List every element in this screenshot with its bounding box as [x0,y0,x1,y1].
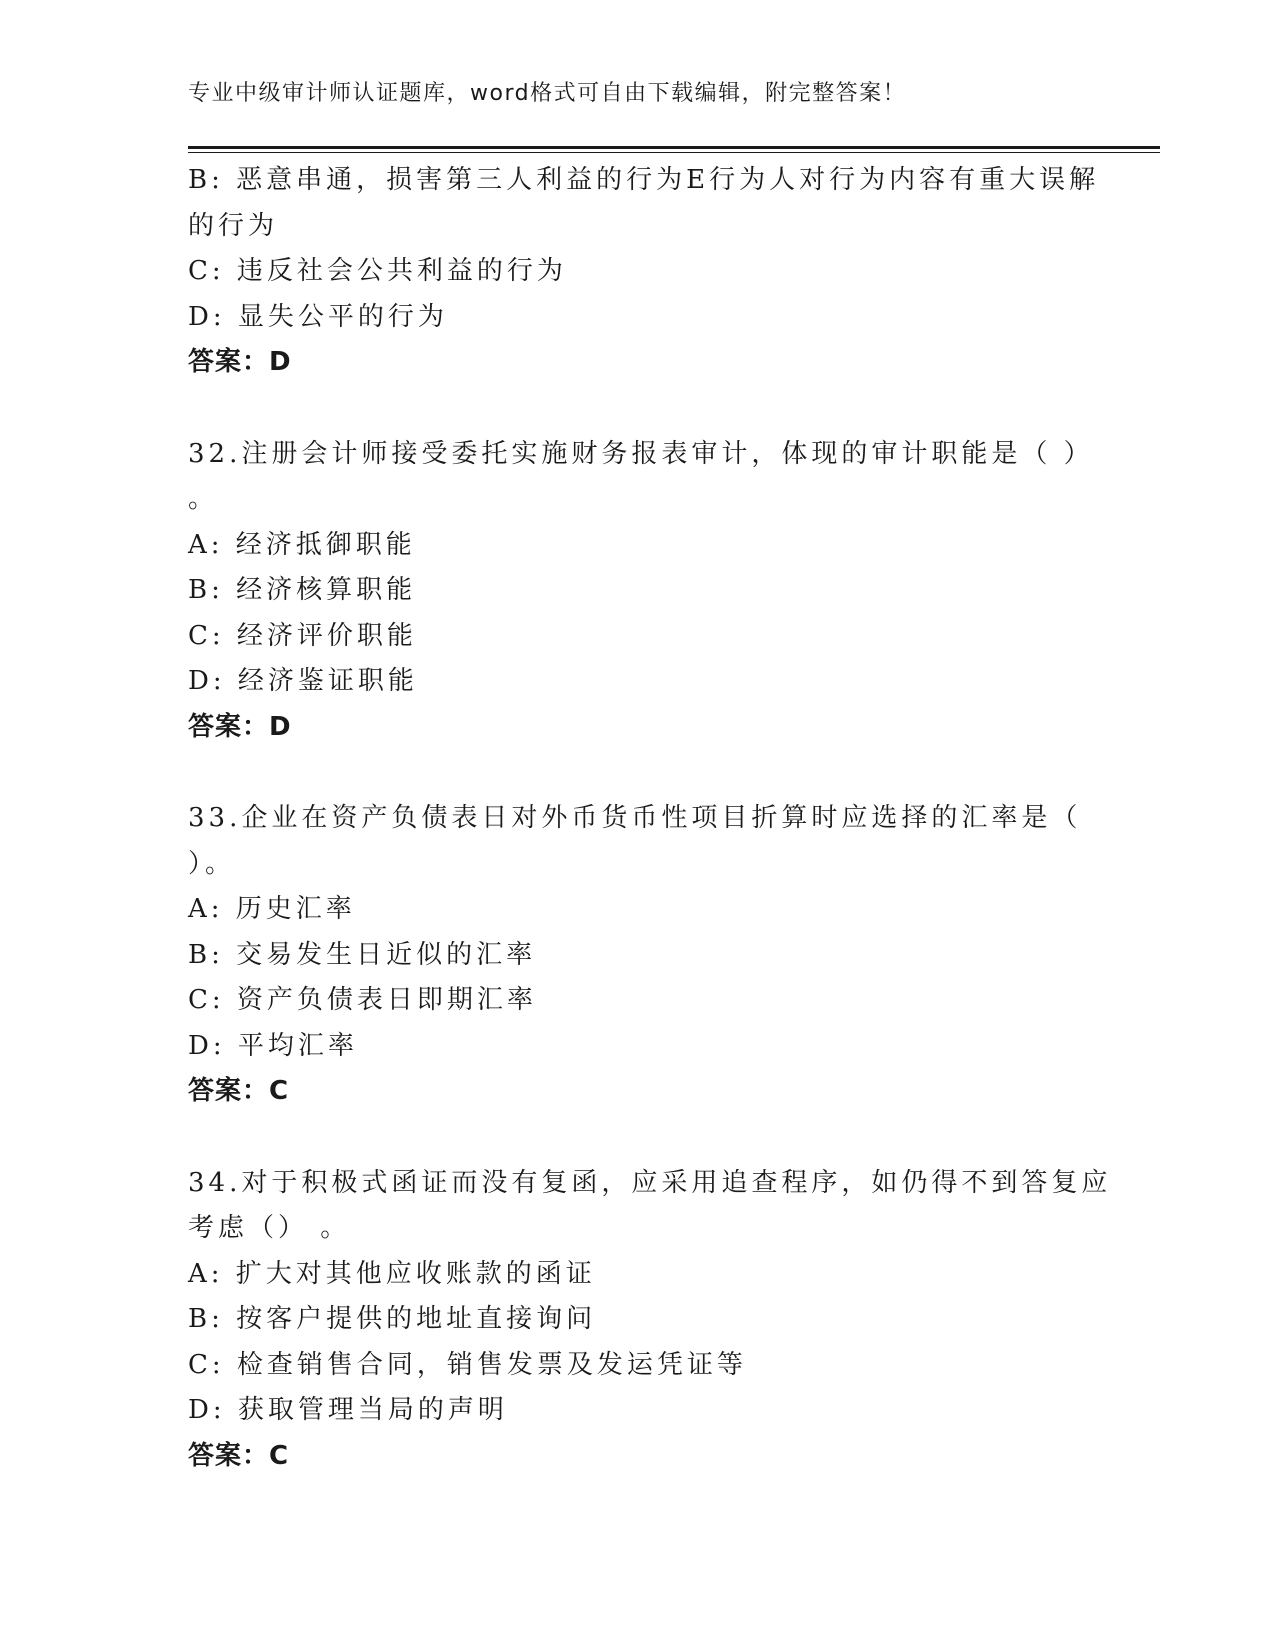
answer: 答案：D [188,711,292,742]
option-c: C: 资产负债表日即期汇率 [188,985,537,1015]
answer: 答案：C [188,1076,290,1106]
option-b-continued: 的行为 [188,210,279,241]
option-a: A: 历史汇率 [188,894,356,924]
option-d: D: 显失公平的行为 [188,301,448,332]
question-31 [188,158,1100,386]
option-d: D: 经济鉴证职能 [188,666,418,696]
option-d: D: 获取管理当局的声明 [188,1395,508,1425]
option-a: A: 经济抵御职能 [188,529,416,560]
question-stem-continued: 考虑（） 。 [188,1213,351,1243]
option-c: C: 检查销售合同，销售发票及发运凭证等 [188,1349,747,1380]
question-stem: 34.对于积极式函证而没有复函，应采用追查程序，如仍得不到答复应 [188,1167,1112,1198]
question-34 [188,1161,1112,1480]
answer: 答案：D [188,347,292,377]
answer: 答案：C [188,1440,290,1471]
option-c: C: 经济评价职能 [188,620,417,651]
spacer [188,750,1088,796]
question-33 [188,796,1088,1115]
question-stem-continued: ）。 [188,848,236,879]
header-rule-thick [188,146,1160,149]
header-rule-thin [188,152,1160,153]
option-d: D: 平均汇率 [188,1030,358,1061]
question-stem: 33.企业在资产负债表日对外币货币性项目折算时应选择的汇率是（ [188,803,1082,833]
spacer [188,386,1088,432]
option-a: A: 扩大对其他应收账款的函证 [188,1258,596,1289]
spacer [188,1115,1088,1161]
question-list [188,158,1112,1479]
option-b: B: 经济核算职能 [188,575,417,605]
option-b: B: 交易发生日近似的汇率 [188,939,537,970]
option-b: B: 恶意串通，损害第三人利益的行为E行为人对行为内容有重大误解 [188,165,1100,195]
option-b: B: 按客户提供的地址直接询问 [188,1304,597,1334]
page-header: 专业中级审计师认证题库，word格式可自由下载编辑，附完整答案！ [188,81,907,106]
question-32 [188,432,1094,751]
question-stem: 32.注册会计师接受委托实施财务报表审计，体现的审计职能是（ ） [188,438,1094,469]
question-stem-continued: 。 [188,484,219,514]
option-c: C: 违反社会公共利益的行为 [188,256,567,286]
